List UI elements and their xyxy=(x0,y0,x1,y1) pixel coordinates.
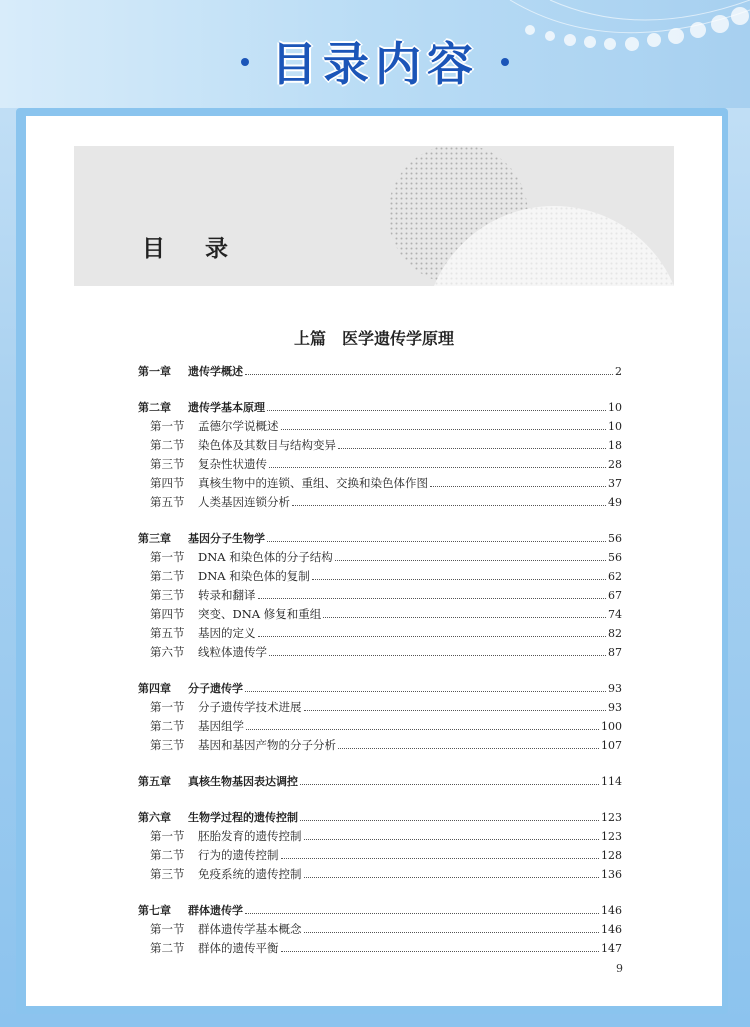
toc-section[interactable] xyxy=(138,624,622,643)
dot-leader xyxy=(323,617,606,618)
dot-leader xyxy=(269,467,606,468)
toc-chapter[interactable] xyxy=(138,362,622,381)
toc-chapter[interactable] xyxy=(138,901,622,920)
toc-section-page: 56 xyxy=(608,551,622,564)
toc-chapter-title: 真核生物基因表达调控 xyxy=(188,775,298,788)
toc-section-number: 第四节 xyxy=(150,607,185,621)
toc-section[interactable] xyxy=(138,455,622,474)
toc-section-title: 免疫系统的遗传控制 xyxy=(198,867,302,881)
document-page xyxy=(26,116,722,1006)
toc-chapter-title: 群体遗传学 xyxy=(188,904,243,917)
toc-section-title: 基因和基因产物的分子分析 xyxy=(198,738,336,752)
bullet-dot-icon xyxy=(501,58,509,66)
toc-chapter-page: 123 xyxy=(601,811,622,824)
toc-section-number: 第二节 xyxy=(150,941,185,955)
toc-section-title: 行为的遗传控制 xyxy=(198,848,279,862)
toc-section-number: 第二节 xyxy=(150,438,185,452)
chapter-gap xyxy=(138,755,622,772)
chapter-gap xyxy=(138,381,622,398)
toc-section[interactable] xyxy=(138,865,622,884)
toc-section-title: DNA 和染色体的分子结构 xyxy=(198,550,333,564)
toc-section-page: 67 xyxy=(608,589,622,602)
toc-section-title: 染色体及其数目与结构变异 xyxy=(198,438,336,452)
toc-section[interactable] xyxy=(138,827,622,846)
toc-section-page: 123 xyxy=(601,830,622,843)
toc-section[interactable] xyxy=(138,717,622,736)
toc-chapter-number: 第一章 xyxy=(138,365,171,378)
toc-section[interactable] xyxy=(138,736,622,755)
toc-chapter-title: 基因分子生物学 xyxy=(188,532,265,545)
dot-leader xyxy=(430,486,606,487)
toc-section-page: 28 xyxy=(608,458,622,471)
toc-chapter[interactable] xyxy=(138,679,622,698)
toc-section[interactable] xyxy=(138,548,622,567)
dot-leader xyxy=(312,579,606,580)
dot-leader xyxy=(246,729,599,730)
toc-section-page: 87 xyxy=(608,646,622,659)
dot-leader xyxy=(304,932,600,933)
page-number: 9 xyxy=(616,962,623,975)
toc-section-page: 10 xyxy=(608,420,622,433)
banner xyxy=(0,0,750,108)
toc-section-number: 第二节 xyxy=(150,848,185,862)
toc-section-number: 第五节 xyxy=(150,495,185,509)
toc-section-number: 第一节 xyxy=(150,922,185,936)
banner-title xyxy=(0,28,750,94)
toc-chapter-number: 第三章 xyxy=(138,532,171,545)
toc-section-page: 100 xyxy=(601,720,622,733)
dot-leader xyxy=(300,820,599,821)
part-title: 上篇 医学遗传学原理 xyxy=(293,329,454,348)
toc-section-title: 群体的遗传平衡 xyxy=(198,941,279,955)
toc-section-page: 37 xyxy=(608,477,622,490)
toc-section-number: 第三节 xyxy=(150,867,185,881)
toc-section[interactable] xyxy=(138,436,622,455)
toc-chapter-title: 分子遗传学 xyxy=(188,682,243,695)
toc-chapter-title: 遗传学基本原理 xyxy=(188,401,265,414)
toc-section-title: DNA 和染色体的复制 xyxy=(198,569,310,583)
toc-section[interactable] xyxy=(138,474,622,493)
toc-header xyxy=(74,146,674,286)
dot-leader xyxy=(245,913,599,914)
dot-leader xyxy=(304,710,607,711)
dot-leader xyxy=(267,541,606,542)
dot-leader xyxy=(269,655,606,656)
toc-chapter-title: 生物学过程的遗传控制 xyxy=(188,811,298,824)
toc-chapter-page: 93 xyxy=(608,682,622,695)
page-title: 目 录 xyxy=(142,236,245,262)
toc-section-page: 49 xyxy=(608,496,622,509)
toc-chapter-number: 第七章 xyxy=(138,904,171,917)
chapter-gap xyxy=(138,512,622,529)
toc-chapter-number: 第二章 xyxy=(138,401,171,414)
toc-section-title: 孟德尔学说概述 xyxy=(198,419,279,433)
toc-section-title: 突变、DNA 修复和重组 xyxy=(198,607,322,621)
toc-chapter[interactable] xyxy=(138,398,622,417)
toc-section-page: 74 xyxy=(608,608,622,621)
toc-section-title: 线粒体遗传学 xyxy=(198,645,267,659)
toc-chapter[interactable] xyxy=(138,772,622,791)
toc-chapter[interactable] xyxy=(138,808,622,827)
bullet-dot-icon xyxy=(241,58,249,66)
toc-section-page: 136 xyxy=(601,868,622,881)
dot-leader xyxy=(281,858,600,859)
toc-section-page: 93 xyxy=(608,701,622,714)
toc-section-number: 第一节 xyxy=(150,829,185,843)
toc-section-title: 真核生物中的连锁、重组、交换和染色体作图 xyxy=(198,476,428,490)
dot-leader xyxy=(245,374,613,375)
dot-leader xyxy=(258,598,607,599)
toc-section-page: 147 xyxy=(601,942,622,955)
toc-section-number: 第一节 xyxy=(150,700,185,714)
dot-leader xyxy=(304,839,600,840)
toc-section-page: 82 xyxy=(608,627,622,640)
dot-leader xyxy=(338,748,599,749)
toc-section-number: 第一节 xyxy=(150,419,185,433)
toc-section-number: 第一节 xyxy=(150,550,185,564)
toc-section[interactable] xyxy=(138,846,622,865)
header-circles-decoration xyxy=(74,146,674,286)
toc-section-page: 107 xyxy=(601,739,622,752)
toc-chapter-page: 56 xyxy=(608,532,622,545)
toc-section-number: 第五节 xyxy=(150,626,185,640)
banner-title-text: 目录内容 xyxy=(271,37,479,91)
dot-leader xyxy=(281,429,607,430)
toc-section-title: 基因组学 xyxy=(198,719,244,733)
toc-section-page: 128 xyxy=(601,849,622,862)
toc-chapter[interactable] xyxy=(138,529,622,548)
toc-section-number: 第三节 xyxy=(150,738,185,752)
dot-leader xyxy=(338,448,606,449)
dot-leader xyxy=(267,410,606,411)
toc-section-title: 群体遗传学基本概念 xyxy=(198,922,302,936)
dot-leader xyxy=(281,951,600,952)
toc-section[interactable] xyxy=(138,698,622,717)
toc-chapter-page: 146 xyxy=(601,904,622,917)
dot-leader xyxy=(292,505,606,506)
toc-section-title: 人类基因连锁分析 xyxy=(198,495,290,509)
toc-chapter-number: 第五章 xyxy=(138,775,171,788)
dot-leader xyxy=(335,560,606,561)
dot-leader xyxy=(300,784,599,785)
toc-section-title: 基因的定义 xyxy=(198,626,256,640)
toc-chapter-title: 遗传学概述 xyxy=(188,365,243,378)
toc-section[interactable] xyxy=(138,939,622,958)
toc-section[interactable] xyxy=(138,567,622,586)
toc-section[interactable] xyxy=(138,493,622,512)
toc-section-page: 62 xyxy=(608,570,622,583)
toc-section[interactable] xyxy=(138,605,622,624)
dot-leader xyxy=(258,636,607,637)
toc-section[interactable] xyxy=(138,643,622,662)
toc-section[interactable] xyxy=(138,417,622,436)
toc-section-number: 第三节 xyxy=(150,588,185,602)
toc-section-number: 第四节 xyxy=(150,476,185,490)
toc-chapter-page: 114 xyxy=(601,775,622,788)
table-of-contents xyxy=(138,362,622,958)
chapter-gap xyxy=(138,662,622,679)
chapter-gap xyxy=(138,884,622,901)
toc-section-page: 146 xyxy=(601,923,622,936)
toc-section[interactable] xyxy=(138,586,622,605)
toc-section-page: 18 xyxy=(608,439,622,452)
chapter-gap xyxy=(138,791,622,808)
toc-section-number: 第三节 xyxy=(150,457,185,471)
toc-chapter-page: 2 xyxy=(615,365,622,378)
toc-section-title: 复杂性状遗传 xyxy=(198,457,267,471)
toc-section-number: 第二节 xyxy=(150,719,185,733)
toc-section-title: 转录和翻译 xyxy=(198,588,256,602)
toc-section-title: 胚胎发育的遗传控制 xyxy=(198,829,302,843)
toc-section-title: 分子遗传学技术进展 xyxy=(198,700,302,714)
toc-section-number: 第六节 xyxy=(150,645,185,659)
dot-leader xyxy=(245,691,606,692)
toc-section-number: 第二节 xyxy=(150,569,185,583)
toc-section[interactable] xyxy=(138,920,622,939)
toc-chapter-number: 第四章 xyxy=(138,682,171,695)
dot-leader xyxy=(304,877,600,878)
toc-chapter-number: 第六章 xyxy=(138,811,171,824)
toc-chapter-page: 10 xyxy=(608,401,622,414)
